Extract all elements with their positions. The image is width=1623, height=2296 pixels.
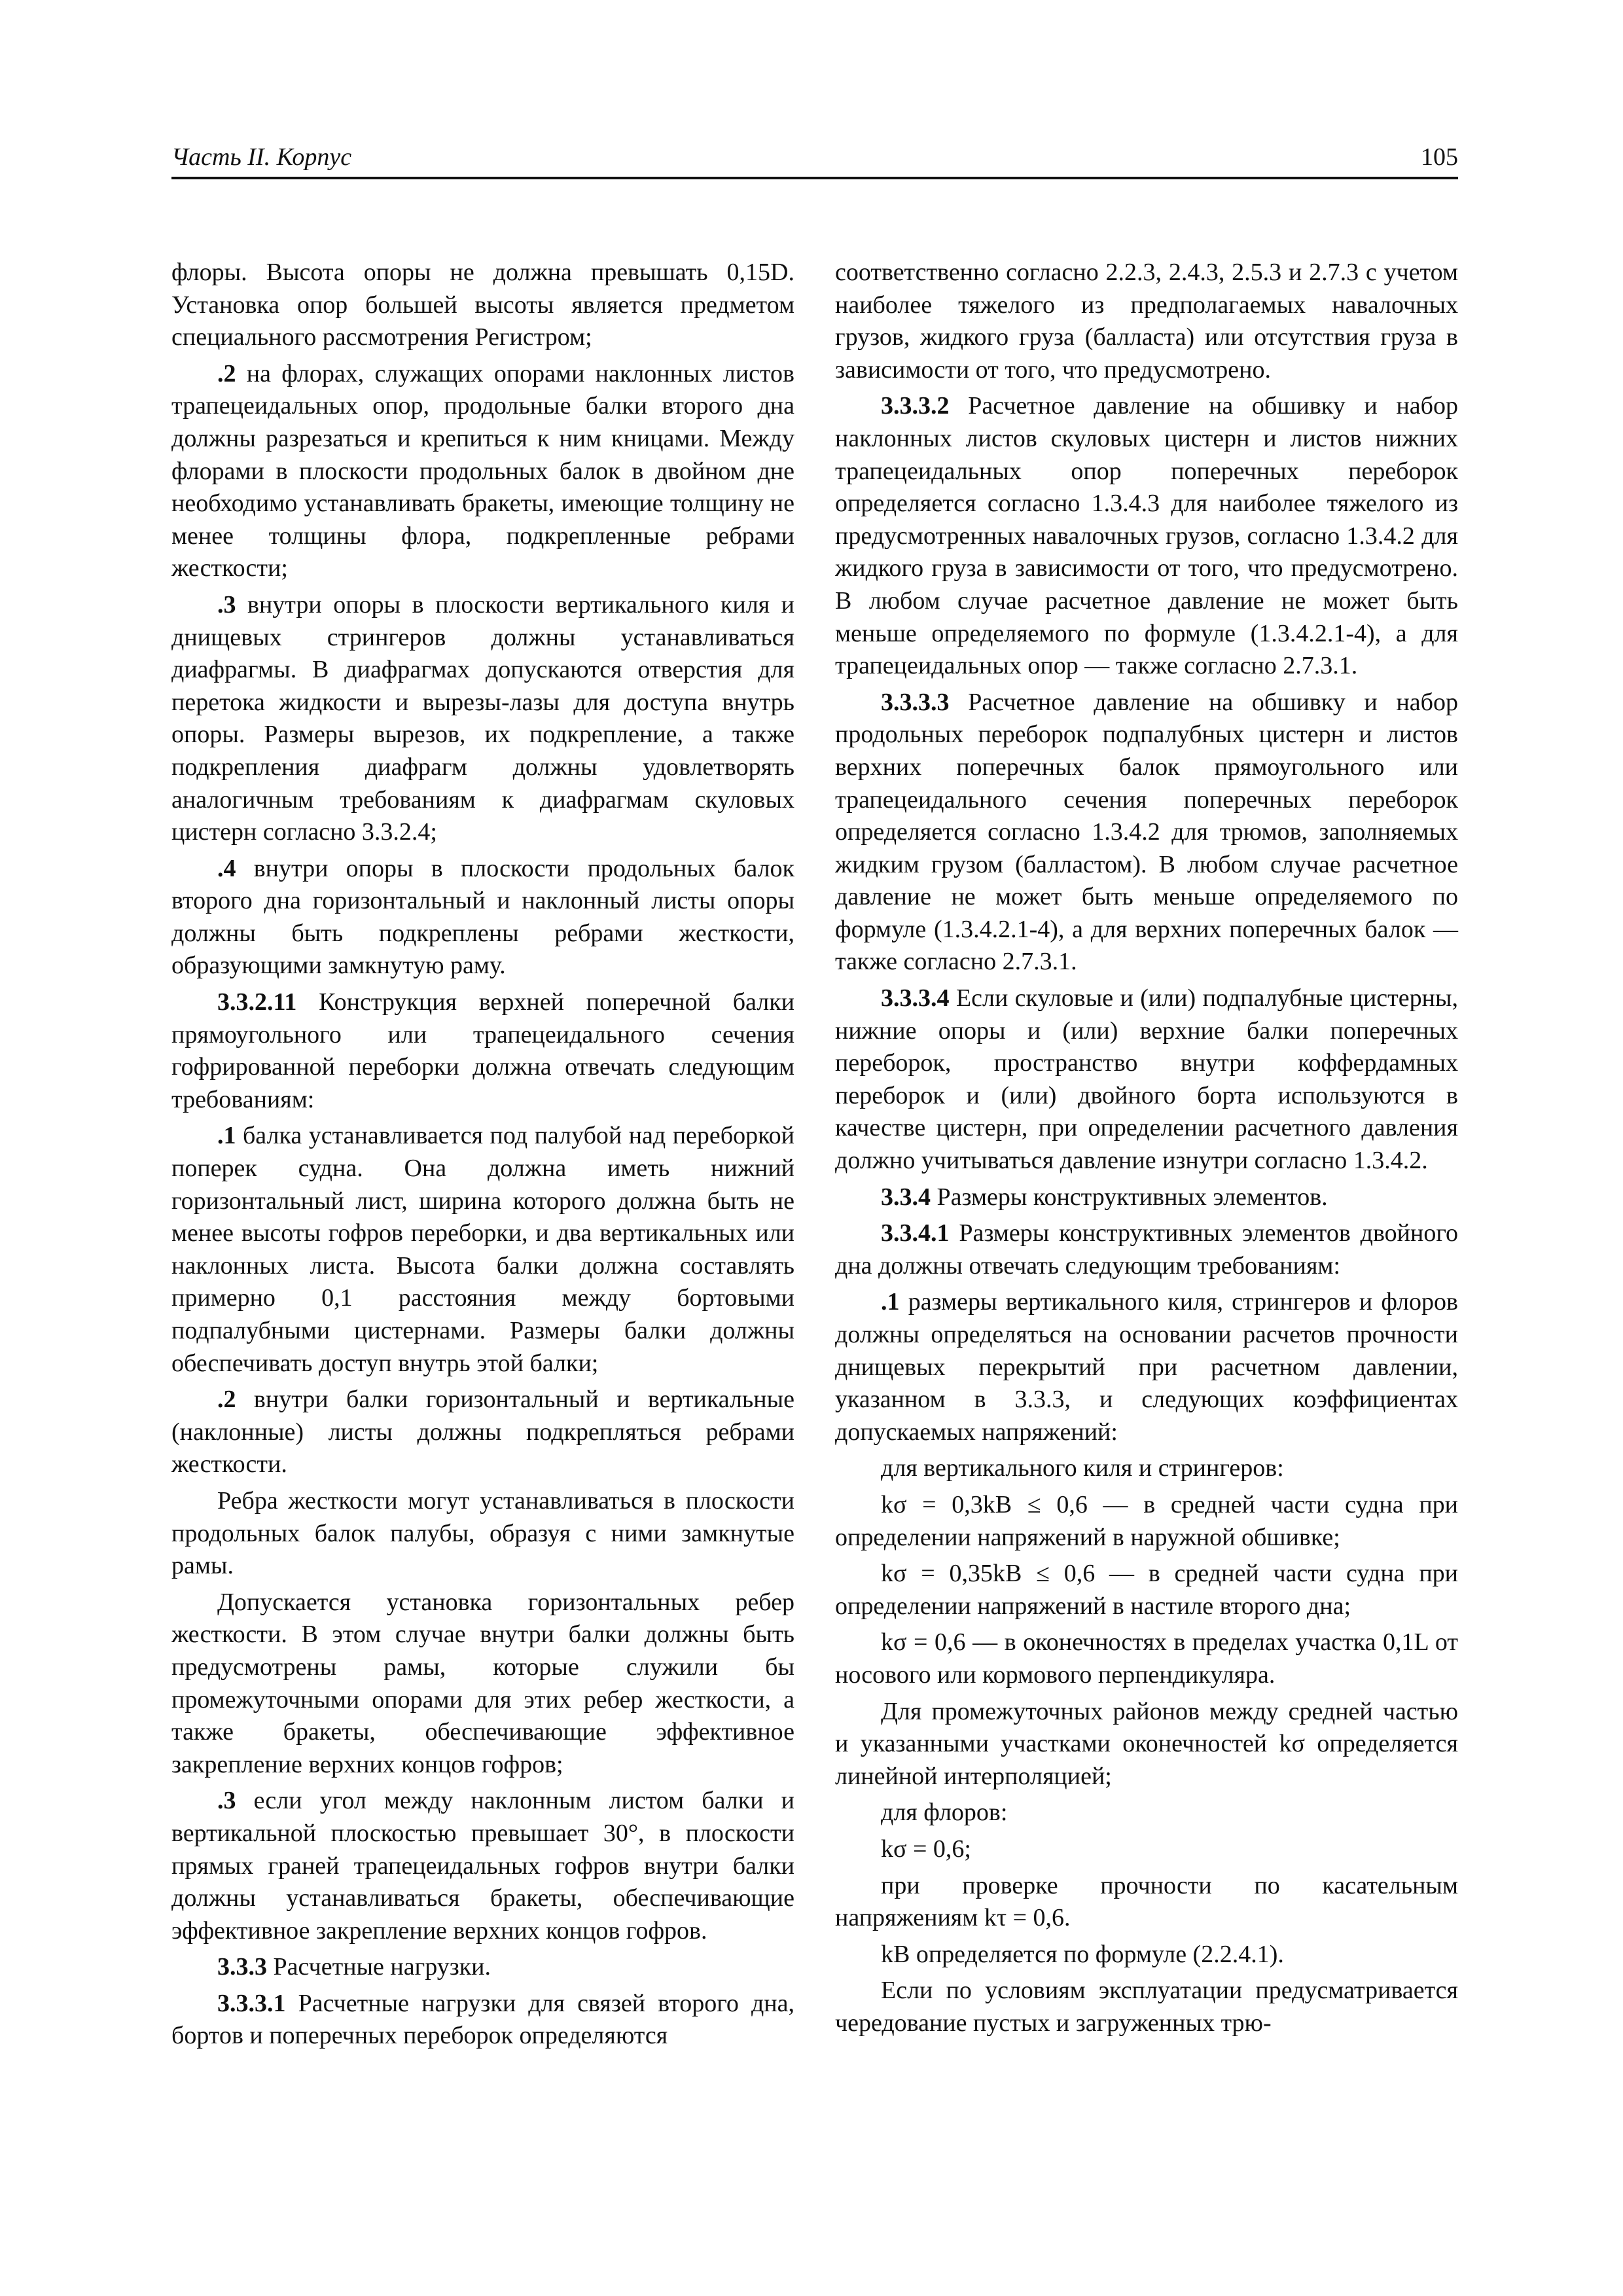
page-header bbox=[171, 140, 1458, 177]
paragraph bbox=[171, 1120, 794, 1380]
paragraph bbox=[835, 1939, 1458, 1971]
paragraph-text: при проверке прочности по касательным напряжениям kτ = 0,6. bbox=[835, 1871, 1458, 1932]
paragraph-number: 3.3.3.3 bbox=[881, 688, 950, 716]
paragraph bbox=[171, 1485, 794, 1583]
paragraph bbox=[835, 1558, 1458, 1623]
paragraph-text: внутри опоры в плоскости вертикального киля и днищевых стрингеров должны устанавливаться диафрагмы. В диафрагмах допускаются отверстия для перетока жидкости и вырезы-лазы для доступа внутрь опоры. Размеры вырезов, их подкрепление, а также подкрепления диафрагм должны удовлетворять аналогичным требованиям к диафрагмам скуловых цистерн согласно 3.3.2.4; bbox=[171, 590, 794, 846]
paragraph-number: .2 bbox=[217, 359, 236, 387]
paragraph-text: Расчетное давление на обшивку и набор наклонных листов скуловых цистерн и листов нижних трапецеидальных опор поперечных переборок определяется согласно 1.3.4.3 для наиболее тяжелого из предусмотренных навалочных грузов, согласно 1.3.4.2 для жидкого груза в зависимости от того, что предусмотрено. В любом случае расчетное давление не может быть меньше определяемого по формуле (1.3.4.2.1-4), а для трапецеидальных опор — также согласно 2.7.3.1. bbox=[835, 392, 1458, 680]
paragraph-number: 3.3.3.2 bbox=[881, 392, 950, 420]
paragraph bbox=[171, 257, 794, 354]
paragraph bbox=[835, 687, 1458, 978]
page-number: 105 bbox=[1421, 143, 1458, 171]
paragraph-text: внутри балки горизонтальный и вертикальные (наклонные) листы должны подкрепляться ребрами жесткости. bbox=[171, 1386, 794, 1479]
paragraph-text: Размеры конструктивных элементов двойного дна должны отвечать следующим требованиям: bbox=[835, 1219, 1458, 1280]
paragraph-text: Размеры конструктивных элементов. bbox=[931, 1183, 1328, 1211]
paragraph-text: Конструкция верхней поперечной балки прямоугольного или трапецеидального сечения гофрированной переборки должна отвечать следующим требованиям: bbox=[171, 988, 794, 1113]
paragraph bbox=[171, 1384, 794, 1481]
paragraph-number: 3.3.4 bbox=[881, 1183, 931, 1211]
paragraph bbox=[171, 1587, 794, 1782]
paragraph-number: .3 bbox=[217, 590, 236, 619]
paragraph bbox=[835, 1181, 1458, 1214]
paragraph bbox=[835, 1833, 1458, 1866]
paragraph bbox=[835, 1797, 1458, 1829]
paragraph bbox=[835, 1975, 1458, 2039]
paragraph-text: kσ = 0,6; bbox=[881, 1835, 971, 1863]
paragraph bbox=[835, 1286, 1458, 1448]
paragraph-text: соответственно согласно 2.2.3, 2.4.3, 2.5.3 и 2.7.3 с учетом наиболее тяжелого из предполагаемых навалочных грузов, жидкого груза (балласта) или отсутствия груза в зависимости от того, что предусмотрено. bbox=[835, 259, 1458, 384]
paragraph-text: kB определяется по формуле (2.2.4.1). bbox=[881, 1940, 1284, 1968]
paragraph-text: kσ = 0,3kB ≤ 0,6 — в средней части судна при определении напряжений в наружной обшивке; bbox=[835, 1490, 1458, 1551]
left-column bbox=[171, 257, 794, 2056]
paragraph-number: .1 bbox=[881, 1288, 900, 1316]
paragraph bbox=[171, 1951, 794, 1984]
paragraph-number: 3.3.3.1 bbox=[217, 1989, 286, 2017]
paragraph bbox=[835, 1696, 1458, 1793]
paragraph bbox=[835, 1626, 1458, 1691]
paragraph bbox=[171, 589, 794, 849]
paragraph-number: .3 bbox=[217, 1787, 236, 1815]
paragraph-text: Расчетное давление на обшивку и набор продольных переборок подпалубных цистерн и листов верхних поперечных балок прямоугольного или трапецеидального сечения поперечных переборок определяется согласно 1.3.4.2 для трюмов, заполняемых жидким грузом (балластом). В любом случае расчетное давление не может быть меньше определяемого по формуле (1.3.4.2.1-4), а для верхних поперечных балок — также согласно 2.7.3.1. bbox=[835, 688, 1458, 976]
paragraph-text: Если по условиям эксплуатации предусматривается чередование пустых и загруженных трю- bbox=[835, 1977, 1458, 2037]
paragraph-text: Допускается установка горизонтальных ребер жесткости. В этом случае внутри балки должны быть предусмотрены рамы, которые служили бы промежуточными опорами для этих ребер жесткости, а также бракеты, обеспечивающие эффективное закрепление верхних концов гофров; bbox=[171, 1588, 794, 1778]
right-column bbox=[835, 257, 1458, 2043]
paragraph-text: Расчетные нагрузки для связей второго дна, бортов и поперечных переборок определяются bbox=[171, 1989, 794, 2050]
paragraph bbox=[171, 986, 794, 1116]
paragraph-number: 3.3.3.4 bbox=[881, 984, 950, 1013]
paragraph-text: Ребра жесткости могут устанавливаться в плоскости продольных балок палубы, образуя с ними замкнутые рамы. bbox=[171, 1486, 794, 1580]
paragraph-number: 3.3.3 bbox=[217, 1953, 267, 1981]
paragraph-number: 3.3.4.1 bbox=[881, 1219, 950, 1247]
running-title: Часть II. Корпус bbox=[171, 143, 352, 171]
paragraph bbox=[835, 1489, 1458, 1554]
paragraph-text: внутри опоры в плоскости продольных балок второго дна горизонтальный и наклонный листы опоры должны быть подкреплены ребрами жесткости, образующими замкнутую раму. bbox=[171, 854, 794, 980]
paragraph-text: флоры. Высота опоры не должна превышать 0,15D. Установка опор большей высоты является предметом специального рассмотрения Регистром; bbox=[171, 259, 794, 351]
paragraph bbox=[835, 390, 1458, 682]
paragraph bbox=[171, 1988, 794, 2053]
paragraph bbox=[171, 358, 794, 585]
paragraph bbox=[835, 982, 1458, 1177]
paragraph-text: размеры вертикального киля, стрингеров и флоров должны определяться на основании расчетов прочности днищевых перекрытий при расчетном давлении, указанном в 3.3.3, и следующих коэффициентах допускаемых напряжений: bbox=[835, 1288, 1458, 1446]
paragraph bbox=[171, 853, 794, 982]
paragraph bbox=[835, 1217, 1458, 1282]
paragraph-text: на флорах, служащих опорами наклонных листов трапецеидальных опор, продольные балки второго дна должны разрезаться и крепиться к ним кницами. Между флорами в плоскости продольных балок в двойном дне необходимо устанавливать бракеты, имеющие толщину не менее толщины флора, подкрепленные ребрами жесткости; bbox=[171, 359, 794, 583]
paragraph-number: .1 bbox=[217, 1122, 236, 1150]
paragraph-text: kσ = 0,35kB ≤ 0,6 — в средней части судна при определении напряжений в настиле второго дна; bbox=[835, 1560, 1458, 1620]
paragraph-text: для вертикального киля и стрингеров: bbox=[881, 1454, 1284, 1482]
header-rule bbox=[171, 177, 1458, 179]
paragraph-number: .4 bbox=[217, 854, 236, 882]
paragraph-text: Расчетные нагрузки. bbox=[267, 1953, 491, 1981]
paragraph-text: kσ = 0,6 — в оконечностях в пределах участка 0,1L от носового или кормового перпендикуляра. bbox=[835, 1628, 1458, 1689]
paragraph-text: для флоров: bbox=[881, 1799, 1008, 1827]
paragraph bbox=[171, 1785, 794, 1947]
paragraph-text: Для промежуточных районов между средней частью и указанными участками оконечностей kσ определяется линейной интерполяцией; bbox=[835, 1697, 1458, 1790]
paragraph-text: балка устанавливается под палубой над переборкой поперек судна. Она должна иметь нижний горизонтальный лист, ширина которого должна быть не менее высоты гофров переборки, и два вертикальных или наклонных листа. Высота балки должна составлять примерно 0,1 расстояния между бортовыми подпалубными цистернами. Размеры балки должны обеспечивать доступ внутрь этой балки; bbox=[171, 1122, 794, 1377]
paragraph-text: Если скуловые и (или) подпалубные цистерны, нижние опоры и (или) верхние балки поперечных переборок, пространство внутри коффердамных переборок и (или) двойного борта используются в качестве цистерн, при определении расчетного давления должно учитываться давление изнутри согласно 1.3.4.2. bbox=[835, 984, 1458, 1175]
paragraph bbox=[835, 1452, 1458, 1485]
paragraph-text: если угол между наклонным листом балки и вертикальной плоскостью превышает 30°, в плоскости прямых граней трапецеидальных гофров внутри балки должны устанавливаться бракеты, обеспечивающие эффективное закрепление верхних концов гофров. bbox=[171, 1787, 794, 1945]
paragraph bbox=[835, 1870, 1458, 1935]
paragraph-number: 3.3.2.11 bbox=[217, 988, 297, 1016]
paragraph-number: .2 bbox=[217, 1386, 236, 1414]
paragraph bbox=[835, 257, 1458, 386]
